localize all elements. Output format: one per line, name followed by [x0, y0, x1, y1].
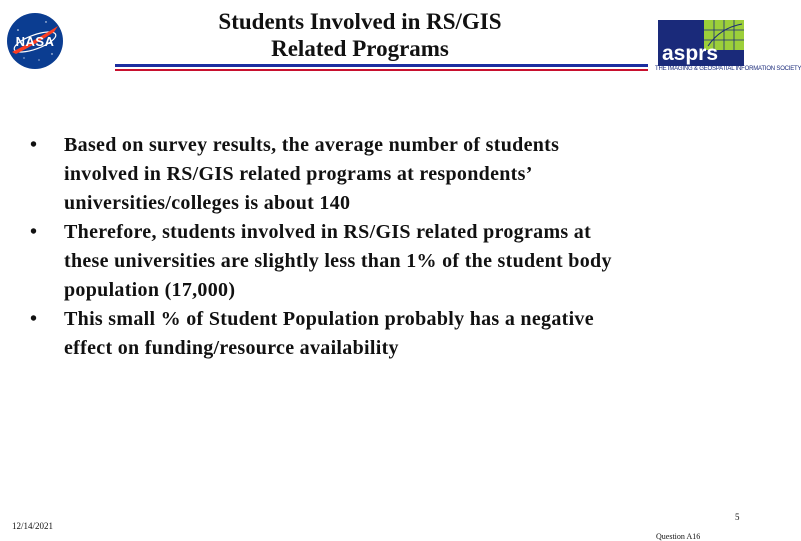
bullet-line: Based on survey results, the average number of students: [64, 134, 560, 156]
footer-question-ref: Question A16: [656, 532, 701, 541]
bullet-marker: •: [30, 308, 38, 330]
nasa-logo-icon: [6, 12, 64, 70]
nasa-logo-text: NASA: [15, 34, 55, 49]
bullet-line: This small % of Student Population probably has a negative: [64, 308, 594, 330]
asprs-tagline: THE IMAGING & GEOSPATIAL INFORMATION SOCIETY: [655, 66, 801, 72]
bullet-item: [30, 305, 730, 363]
bullet-line: these universities are slightly less than 1% of the student body: [64, 250, 612, 272]
bullet-list: [30, 131, 730, 363]
title-rule-blue: [115, 64, 648, 67]
slide-title-line2: Related Programs: [271, 36, 449, 61]
bullet-marker: •: [30, 221, 38, 243]
page-number: 5: [735, 512, 740, 522]
bullet-item: [30, 131, 730, 218]
bullet-line: effect on funding/resource availability: [64, 337, 399, 359]
bullet-line: universities/colleges is about 140: [64, 192, 351, 214]
bullet-line: Therefore, students involved in RS/GIS related programs at: [64, 221, 592, 243]
slide-title: [150, 8, 570, 62]
bullet-item: [30, 218, 730, 305]
title-rule-red: [115, 69, 648, 71]
bullet-marker: •: [30, 134, 38, 156]
bullet-line: involved in RS/GIS related programs at respondents’: [64, 163, 533, 185]
bullet-line: population (17,000): [64, 279, 236, 301]
footer-date: 12/14/2021: [12, 521, 54, 531]
asprs-logo-text: asprs: [662, 42, 719, 65]
slide-title-line1: Students Involved in RS/GIS: [218, 9, 502, 34]
